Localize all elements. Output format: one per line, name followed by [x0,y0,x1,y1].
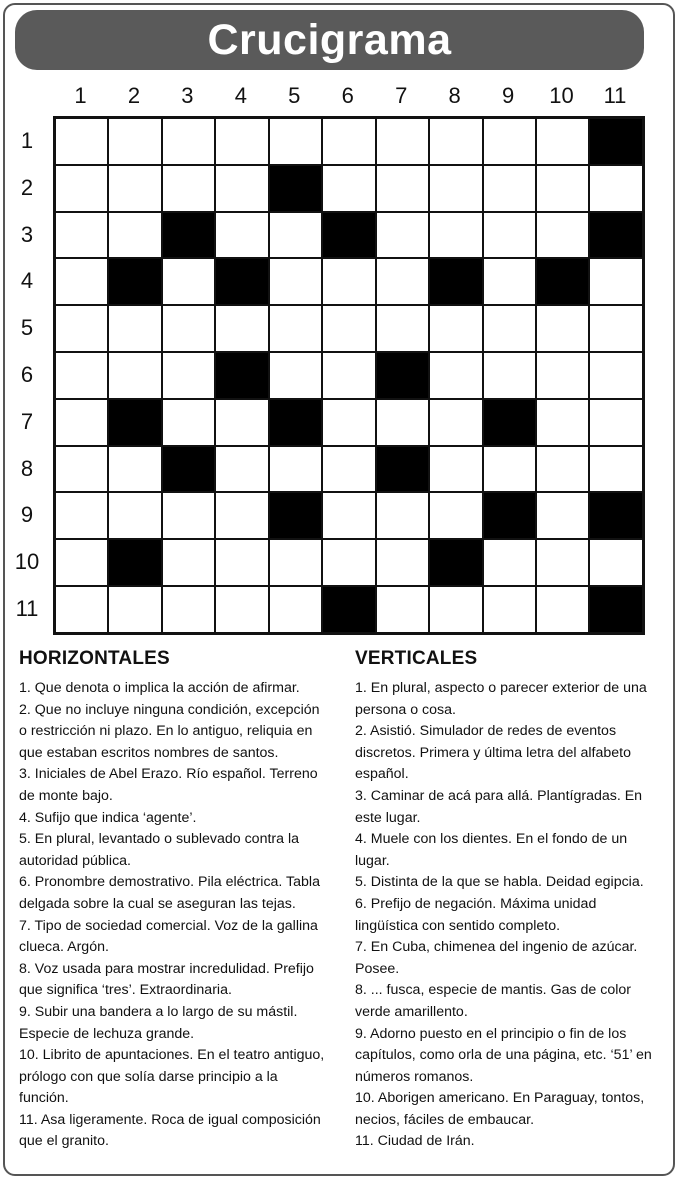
grid-cell[interactable] [483,539,536,586]
clue-item: 4. Muele con los dientes. En el fondo de un lugar. [355,831,628,869]
black-cell [589,118,642,165]
grid-cell[interactable] [322,165,375,212]
grid-cell[interactable] [215,539,268,586]
black-cell [376,446,429,493]
column-number: 11 [603,83,627,108]
grid-cell[interactable] [215,212,268,259]
black-cell [269,399,322,446]
grid-cell[interactable] [269,258,322,305]
grid-cell[interactable] [376,492,429,539]
column-number: 1 [74,83,87,108]
grid-cell[interactable] [108,305,161,352]
vertical-clue-list [355,678,660,1153]
clue-item: 8. Voz usada para mostrar incredulidad. Prefijo que significa ‘tres’. Extraordinaria. [19,960,314,999]
clue-item: 4. Sufijo que indica ‘agente’. [19,809,197,826]
grid-cell[interactable] [322,539,375,586]
grid-cell[interactable] [536,305,589,352]
grid-cell[interactable] [322,399,375,446]
grid-cell[interactable] [55,492,108,539]
black-cell [322,586,375,633]
black-cell [162,446,215,493]
grid-cell[interactable] [536,352,589,399]
grid-cell[interactable] [55,212,108,259]
black-cell [483,399,536,446]
grid-cell[interactable] [215,305,268,352]
grid-cell[interactable] [536,539,589,586]
clue-item: 5. En plural, levantado o sublevado contra la autoridad pública. [19,831,299,869]
row-number: 7 [20,408,34,434]
row-number: 4 [20,268,34,294]
grid-cell[interactable] [429,399,482,446]
grid-cell[interactable] [322,492,375,539]
clue-item: 3. Iniciales de Abel Erazo. Río español. Terreno de monte bajo. [19,766,318,804]
clue-item: 7. En Cuba, chimenea del ingenio de azúcar. Posee. [355,939,638,977]
grid-cell[interactable] [55,399,108,446]
grid-cell[interactable] [589,165,642,212]
grid-cell[interactable] [589,539,642,586]
clue-item: 9. Adorno puesto en el principio o fin de los capítulos, como orla de una página, etc. ‘51’ en números romanos. [355,1025,652,1085]
grid-cell[interactable] [322,305,375,352]
grid-cell[interactable] [536,118,589,165]
grid-cell[interactable] [376,586,429,633]
clue-item: 11. Asa ligeramente. Roca de igual composición que el granito. [19,1111,321,1150]
grid-cell[interactable] [215,165,268,212]
column-number: 7 [395,83,408,108]
column-number: 6 [341,83,354,108]
row-number: 8 [20,455,34,481]
grid-cell[interactable] [215,586,268,633]
black-cell [269,492,322,539]
grid-cell[interactable] [269,352,322,399]
row-number: 10 [14,549,40,575]
grid-cell[interactable] [55,446,108,493]
grid-cell[interactable] [215,399,268,446]
clue-item: 7. Tipo de sociedad comercial. Voz de la gallina clueca. Argón. [19,917,318,956]
grid-cell[interactable] [55,305,108,352]
column-number: 8 [448,83,461,108]
clue-item: 8. ... fusca, especie de mantis. Gas de color verde amarillento. [355,982,632,1020]
grid-cell[interactable] [376,399,429,446]
clue-item: 2. Que no incluye ninguna condición, excepción o restricción ni plazo. En lo antiguo, reliquia en que estaban escritos nombres de santos. [19,701,320,761]
grid-cell[interactable] [269,118,322,165]
clue-item: 10. Aborigen americano. En Paraguay, tontos, necios, fáciles de embaucar. [355,1090,645,1128]
grid-cell[interactable] [162,165,215,212]
horizontal-clue-list [19,678,329,1153]
clue-item: 5. Distinta de la que se habla. Deidad egipcia. [355,874,644,891]
column-number: 5 [288,83,301,108]
black-cell [108,399,161,446]
grid-cell[interactable] [55,258,108,305]
black-cell [108,258,161,305]
grid-cell[interactable] [376,258,429,305]
grid-cell[interactable] [429,165,482,212]
grid-cell[interactable] [589,305,642,352]
grid-cell[interactable] [162,305,215,352]
row-number: 11 [15,596,39,621]
crossword-grid [53,116,645,635]
title-banner [15,10,644,70]
grid-cell[interactable] [429,586,482,633]
grid-cell[interactable] [536,165,589,212]
grid-cell[interactable] [215,118,268,165]
grid-cell[interactable] [162,492,215,539]
grid-cell[interactable] [162,258,215,305]
grid-cell[interactable] [589,352,642,399]
grid-cell[interactable] [162,118,215,165]
grid-cell[interactable] [269,212,322,259]
row-number: 9 [20,502,34,528]
grid-cell[interactable] [162,352,215,399]
grid-cell[interactable] [376,165,429,212]
grid-cell[interactable] [55,586,108,633]
black-cell [376,352,429,399]
grid-cell[interactable] [322,118,375,165]
grid-cell[interactable] [589,258,642,305]
grid-cell[interactable] [429,446,482,493]
grid-cell[interactable] [536,492,589,539]
grid-cell[interactable] [483,305,536,352]
grid-cell[interactable] [483,165,536,212]
clue-item: 11. Ciudad de Irán. [355,1133,475,1150]
black-cell [589,212,642,259]
grid-cell[interactable] [322,258,375,305]
black-cell [269,165,322,212]
grid-cell[interactable] [108,492,161,539]
grid-cell[interactable] [162,399,215,446]
vertical-clues [355,648,660,1153]
black-cell [429,539,482,586]
black-cell [215,352,268,399]
black-cell [108,539,161,586]
column-number: 9 [501,83,515,108]
grid-cell[interactable] [483,212,536,259]
grid-cell[interactable] [215,492,268,539]
grid-cell[interactable] [162,586,215,633]
grid-cell[interactable] [536,212,589,259]
grid-cell[interactable] [429,492,482,539]
black-cell [536,258,589,305]
grid-cell[interactable] [108,118,161,165]
page-title: Crucigrama [207,15,452,64]
column-number: 2 [127,83,141,108]
horizontal-heading: HORIZONTALES [19,648,170,669]
vertical-heading: VERTICALES [355,648,478,669]
column-number: 4 [234,83,247,108]
grid-cell[interactable] [429,118,482,165]
grid-cell[interactable] [322,352,375,399]
grid-cell[interactable] [483,258,536,305]
grid-cell[interactable] [55,165,108,212]
clue-item: 9. Subir una bandera a lo largo de su mástil. Especie de lechuza grande. [19,1003,298,1042]
black-cell [589,586,642,633]
black-cell [162,212,215,259]
grid-cell[interactable] [429,305,482,352]
clue-item: 3. Caminar de acá para allá. Plantígradas. En este lugar. [355,787,643,826]
black-cell [322,212,375,259]
black-cell [483,492,536,539]
grid-cell[interactable] [483,586,536,633]
grid-cell[interactable] [536,586,589,633]
grid-cell[interactable] [55,539,108,586]
clue-item: 2. Asistió. Simulador de redes de eventos discretos. Primera y última letra del alfabeto español. [355,723,631,783]
grid-cell[interactable] [483,446,536,493]
grid-cell[interactable] [108,446,161,493]
grid-cell[interactable] [269,586,322,633]
clue-item: 1. Que denota o implica la acción de afirmar. [19,680,300,696]
column-number: 3 [181,83,194,108]
grid-cell[interactable] [108,212,161,259]
clue-item: 6. Pronombre demostrativo. Pila eléctrica. Tabla delgada sobre la cual se aseguran las tejas. [19,874,320,912]
row-number: 3 [20,221,34,247]
grid-cell[interactable] [55,352,108,399]
row-number: 6 [20,362,34,387]
clue-item: 1. En plural, aspecto o parecer exterior de una persona o cosa. [355,680,647,718]
grid-cell[interactable] [376,539,429,586]
horizontal-clues [19,648,329,1153]
grid-cell[interactable] [322,446,375,493]
row-number: 1 [20,128,34,153]
grid-cell[interactable] [483,118,536,165]
grid-cell[interactable] [429,212,482,259]
row-number: 2 [20,174,34,200]
grid-cell[interactable] [376,305,429,352]
grid-cell[interactable] [55,118,108,165]
grid-cell[interactable] [108,586,161,633]
grid-cell[interactable] [108,165,161,212]
grid-cell[interactable] [483,352,536,399]
clue-item: 10. Librito de apuntaciones. En el teatro antiguo, prólogo con que solía darse principio a la función. [19,1047,325,1107]
grid-cell[interactable] [376,118,429,165]
grid-cell[interactable] [108,352,161,399]
black-cell [589,492,642,539]
grid-cell[interactable] [162,539,215,586]
grid-cell[interactable] [589,446,642,493]
clue-item: 6. Prefijo de negación. Máxima unidad lingüística con sentido completo. [355,895,597,934]
grid-cell[interactable] [269,305,322,352]
column-number: 10 [549,83,574,108]
grid-cell[interactable] [536,446,589,493]
black-cell [429,258,482,305]
grid-cell[interactable] [589,399,642,446]
grid-cell[interactable] [376,212,429,259]
grid-cell[interactable] [429,352,482,399]
grid-cell[interactable] [536,399,589,446]
grid-cell[interactable] [215,446,268,493]
grid-cell[interactable] [269,446,322,493]
black-cell [215,258,268,305]
grid-cell[interactable] [269,539,322,586]
row-number: 5 [20,315,34,341]
